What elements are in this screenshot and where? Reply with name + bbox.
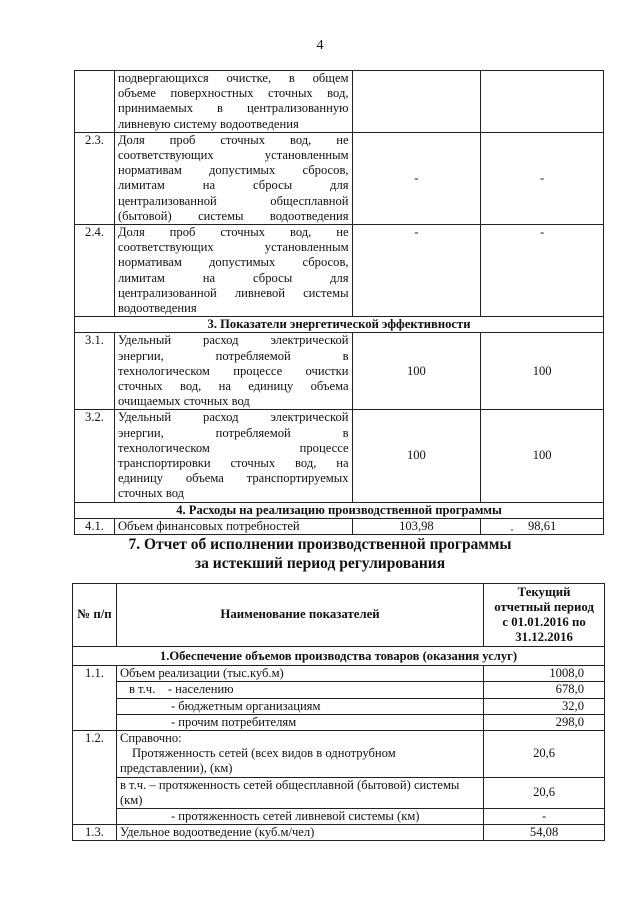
row-description: Удельный расход электрической энергии, потребляемой в технологическом процессе очистки сточных вод, на единицу объема очищаемых сточных вод	[114, 333, 352, 410]
row-number: 1.3.	[73, 825, 117, 841]
planned-value: 100	[352, 410, 481, 502]
row-number: 2.3.	[75, 132, 115, 224]
row-description: - прочим потребителям	[116, 714, 483, 730]
scan-speck	[511, 529, 513, 531]
row-description: в т.ч. – протяженность сетей общесплавной (бытовой) системы (км)	[116, 777, 483, 808]
row-description: - бюджетным организациям	[116, 698, 483, 714]
row-description: Доля проб сточных вод, не соответствующих установленным нормативам допустимых сбросов, лимитам на сбросы для централизованной общесплавной (бытовой) системы водоотведения	[114, 132, 352, 224]
table-row	[75, 518, 604, 534]
row-description: Удельный расход электрической энергии, потребляемой в технологическом процессе транспортировки сточных вод, на единицу объема транспортируемых сточных вод	[114, 410, 352, 502]
column-header-name: Наименование показателей	[116, 584, 483, 647]
row-description: Справочно: Протяженность сетей (всех видов в однотрубном представлении), (км)	[116, 731, 483, 778]
table-row	[73, 714, 605, 730]
row-number: 3.1.	[75, 333, 115, 410]
table-row	[75, 71, 604, 133]
table-row	[75, 132, 604, 224]
row-value: 20,6	[484, 731, 605, 778]
table-row	[75, 410, 604, 502]
row-number: 2.4.	[75, 225, 115, 317]
header-row	[73, 584, 605, 647]
table-row	[73, 682, 605, 698]
row-description: Доля проб сточных вод, не соответствующих установленным нормативам допустимых сбросов, лимитам на сбросы для централизованной ливневой системы водоотведения	[114, 225, 352, 317]
planned-value: -	[352, 132, 481, 224]
section-row	[75, 502, 604, 518]
table-row	[73, 666, 605, 682]
actual-value: -	[481, 132, 604, 224]
row-value: -	[484, 809, 605, 825]
actual-value: -	[481, 225, 604, 317]
row-value: 1008,0	[484, 666, 605, 682]
planned-value: 100	[352, 333, 481, 410]
section-title: 7. Отчет об исполнении производственной программы	[128, 536, 512, 553]
row-value: 54,08	[484, 825, 605, 841]
row-number: 3.2.	[75, 410, 115, 502]
section-row	[75, 317, 604, 333]
planned-value: 103,98	[352, 518, 481, 534]
row-description: - протяженность сетей ливневой системы (км)	[116, 809, 483, 825]
section-heading: 4. Расходы на реализацию производственной программы	[75, 502, 604, 518]
planned-value: -	[352, 225, 481, 317]
actual-value: 100	[481, 333, 604, 410]
actual-value: 100	[481, 410, 604, 502]
row-value: 298,0	[484, 714, 605, 730]
table-row	[73, 777, 605, 808]
row-number: 1.1.	[73, 666, 117, 731]
row-description: Объем финансовых потребностей	[114, 518, 352, 534]
row-description: в т.ч. - населению	[116, 682, 483, 698]
table-row	[73, 809, 605, 825]
page-number: 4	[316, 38, 324, 53]
row-value: 678,0	[484, 682, 605, 698]
section-subtitle: за истекший период регулирования	[194, 555, 446, 572]
actual-value: 98,61	[481, 518, 604, 534]
indicators-table	[74, 70, 604, 535]
table-row	[73, 731, 605, 778]
table-row	[73, 825, 605, 841]
row-value: 32,0	[484, 698, 605, 714]
row-description: Объем реализации (тыс.куб.м)	[116, 666, 483, 682]
section-heading: 3. Показатели энергетической эффективности	[75, 317, 604, 333]
row-description: Удельное водоотведение (куб.м/чел)	[116, 825, 483, 841]
table-row	[73, 698, 605, 714]
table-row	[75, 333, 604, 410]
row-description: подвергающихся очистке, в общем объеме поверхностных сточных вод, принимаемых в централизованную ливневую систему водоотведения	[114, 71, 352, 133]
column-header-number: № п/п	[73, 584, 117, 647]
section-row	[73, 647, 605, 666]
row-value: 20,6	[484, 777, 605, 808]
column-header-period: Текущий отчетный период с 01.01.2016 по 31.12.2016	[484, 584, 605, 647]
table-row	[75, 225, 604, 317]
row-number: 4.1.	[75, 518, 115, 534]
section-heading: 1.Обеспечение объемов производства товаров (оказания услуг)	[73, 647, 605, 666]
row-number: 1.2.	[73, 731, 117, 825]
report-table	[72, 583, 605, 841]
